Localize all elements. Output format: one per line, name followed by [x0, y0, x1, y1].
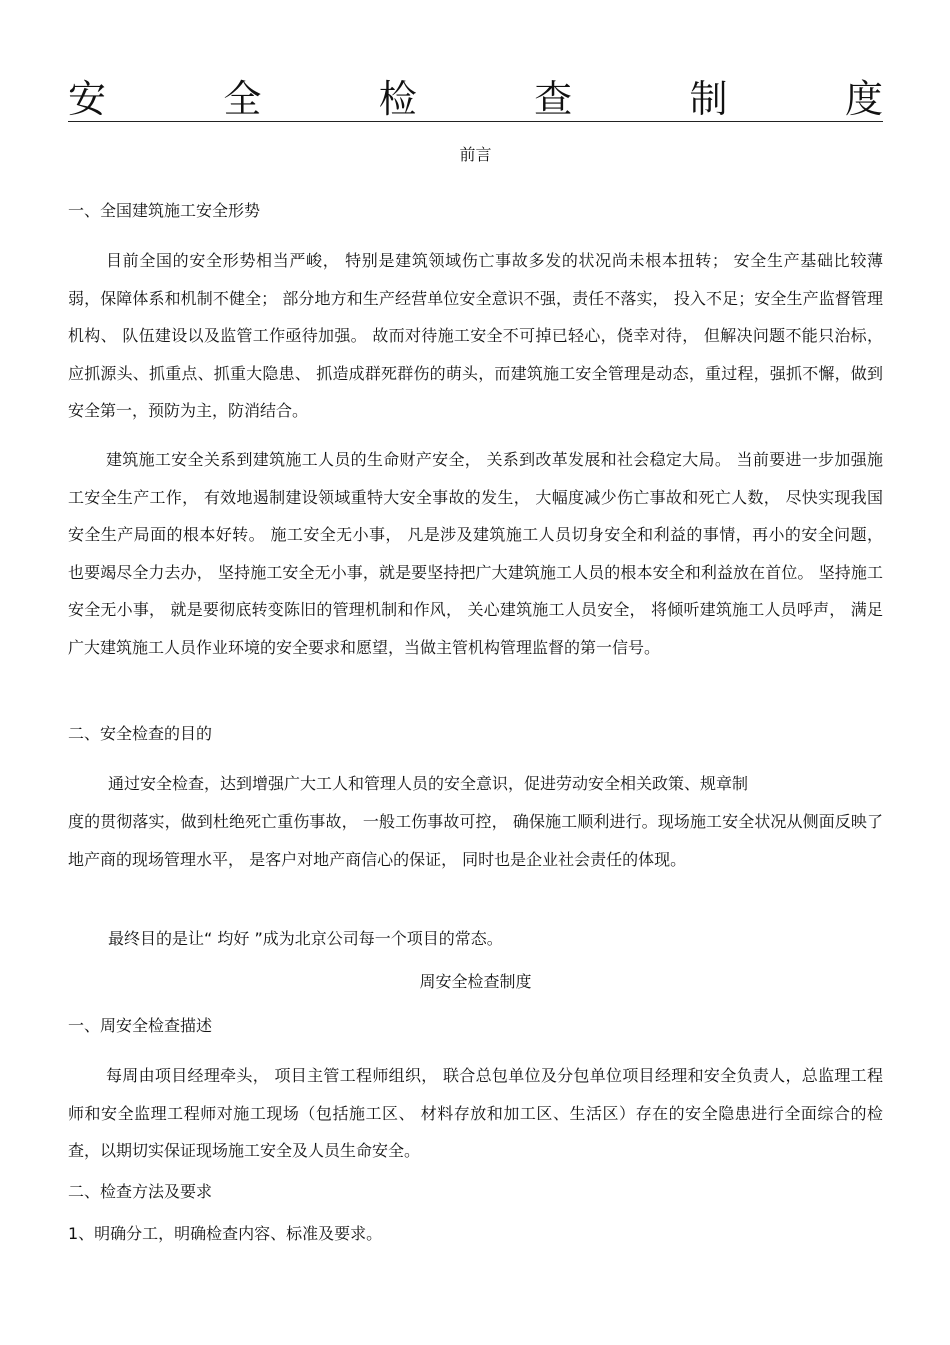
- title-char: 检: [378, 77, 417, 121]
- paragraph: 建筑施工安全关系到建筑施工人员的生命财产安全， 关系到改革发展和社会稳定大局。 当前要进一步加强施工安全生产工作， 有效地遏制建设领域重特大安全事故的发生， 大幅度减少伤亡事故和死亡人数， 尽快实现我国安全生产局面的根本好转。 施工安全无小事， 凡是涉及建筑施工人员切身安全和利益的事情，再小的安全问题， 也要竭尽全力去办， 坚持施工安全无小事，就是要坚持把广大建筑施工人员的根本安全和利益放在首位。 坚持施工安全无小事， 就是要彻底转变陈旧的管理机制和作风， 关心建筑施工人员安全， 将倾听建筑施工人员呼声， 满足广大建筑施工人员作业环境的安全要求和愿望，当做主管机构管理监督的第一信号。: [68, 450, 883, 657]
- title-char: 查: [534, 77, 573, 121]
- paragraph: 每周由项目经理牵头， 项目主管工程师组织， 联合总包单位及分包单位项目经理和安全负责人，总监理工程师和安全监理工程师对施工现场（包括施工区、 材料存放和加工区、生活区）存在的安全隐患进行全面综合的检查，以期切实保证现场施工安全及人员生命安全。: [68, 1066, 883, 1160]
- document-title: [68, 70, 883, 122]
- paragraph-first-line: 通过安全检查，达到增强广大工人和管理人员的安全意识，促进劳动安全相关政策、规章制: [108, 774, 749, 793]
- preface-title: 前言: [459, 145, 492, 164]
- section-heading: 二、安全检查的目的: [68, 724, 213, 743]
- title-char: 制: [689, 77, 728, 121]
- title-underline: [68, 121, 883, 122]
- section-heading: 一、周安全检查描述: [68, 1016, 213, 1035]
- paragraph: 度的贯彻落实，做到杜绝死亡重伤事故， 一般工伤事故可控， 确保施工顺利进行。现场施工安全状况从侧面反映了地产商的现场管理水平， 是客户对地产商信心的保证， 同时也是企业社会责任的体现。: [68, 812, 883, 869]
- paragraph: 最终目的是让“ 均好 ”成为北京公司每一个项目的常态。: [108, 929, 503, 948]
- title-char: 全: [223, 77, 262, 121]
- title-char: 安: [68, 77, 107, 121]
- section-heading: 二、检查方法及要求: [68, 1182, 213, 1201]
- paragraph: 目前全国的安全形势相当严峻， 特别是建筑领域伤亡事故多发的状况尚未根本扭转； 安全生产基础比较薄弱，保障体系和机制不健全； 部分地方和生产经营单位安全意识不强，责任不落实， 投入不足；安全生产监督管理机构、 队伍建设以及监管工作亟待加强。 故而对待施工安全不可掉已轻心，侥幸对待， 但解决问题不能只治标， 应抓源头、抓重点、抓重大隐患、 抓造成群死群伤的萌头，而建筑施工安全管理是动态，重过程，强抓不懈，做到安全第一，预防为主，防消结合。: [68, 251, 883, 420]
- section-heading: 一、全国建筑施工安全形势: [68, 201, 261, 220]
- title-char: 度: [844, 77, 883, 121]
- subsection-title: 周安全检查制度: [419, 972, 532, 991]
- list-item: 1、明确分工，明确检查内容、标准及要求。: [68, 1224, 383, 1243]
